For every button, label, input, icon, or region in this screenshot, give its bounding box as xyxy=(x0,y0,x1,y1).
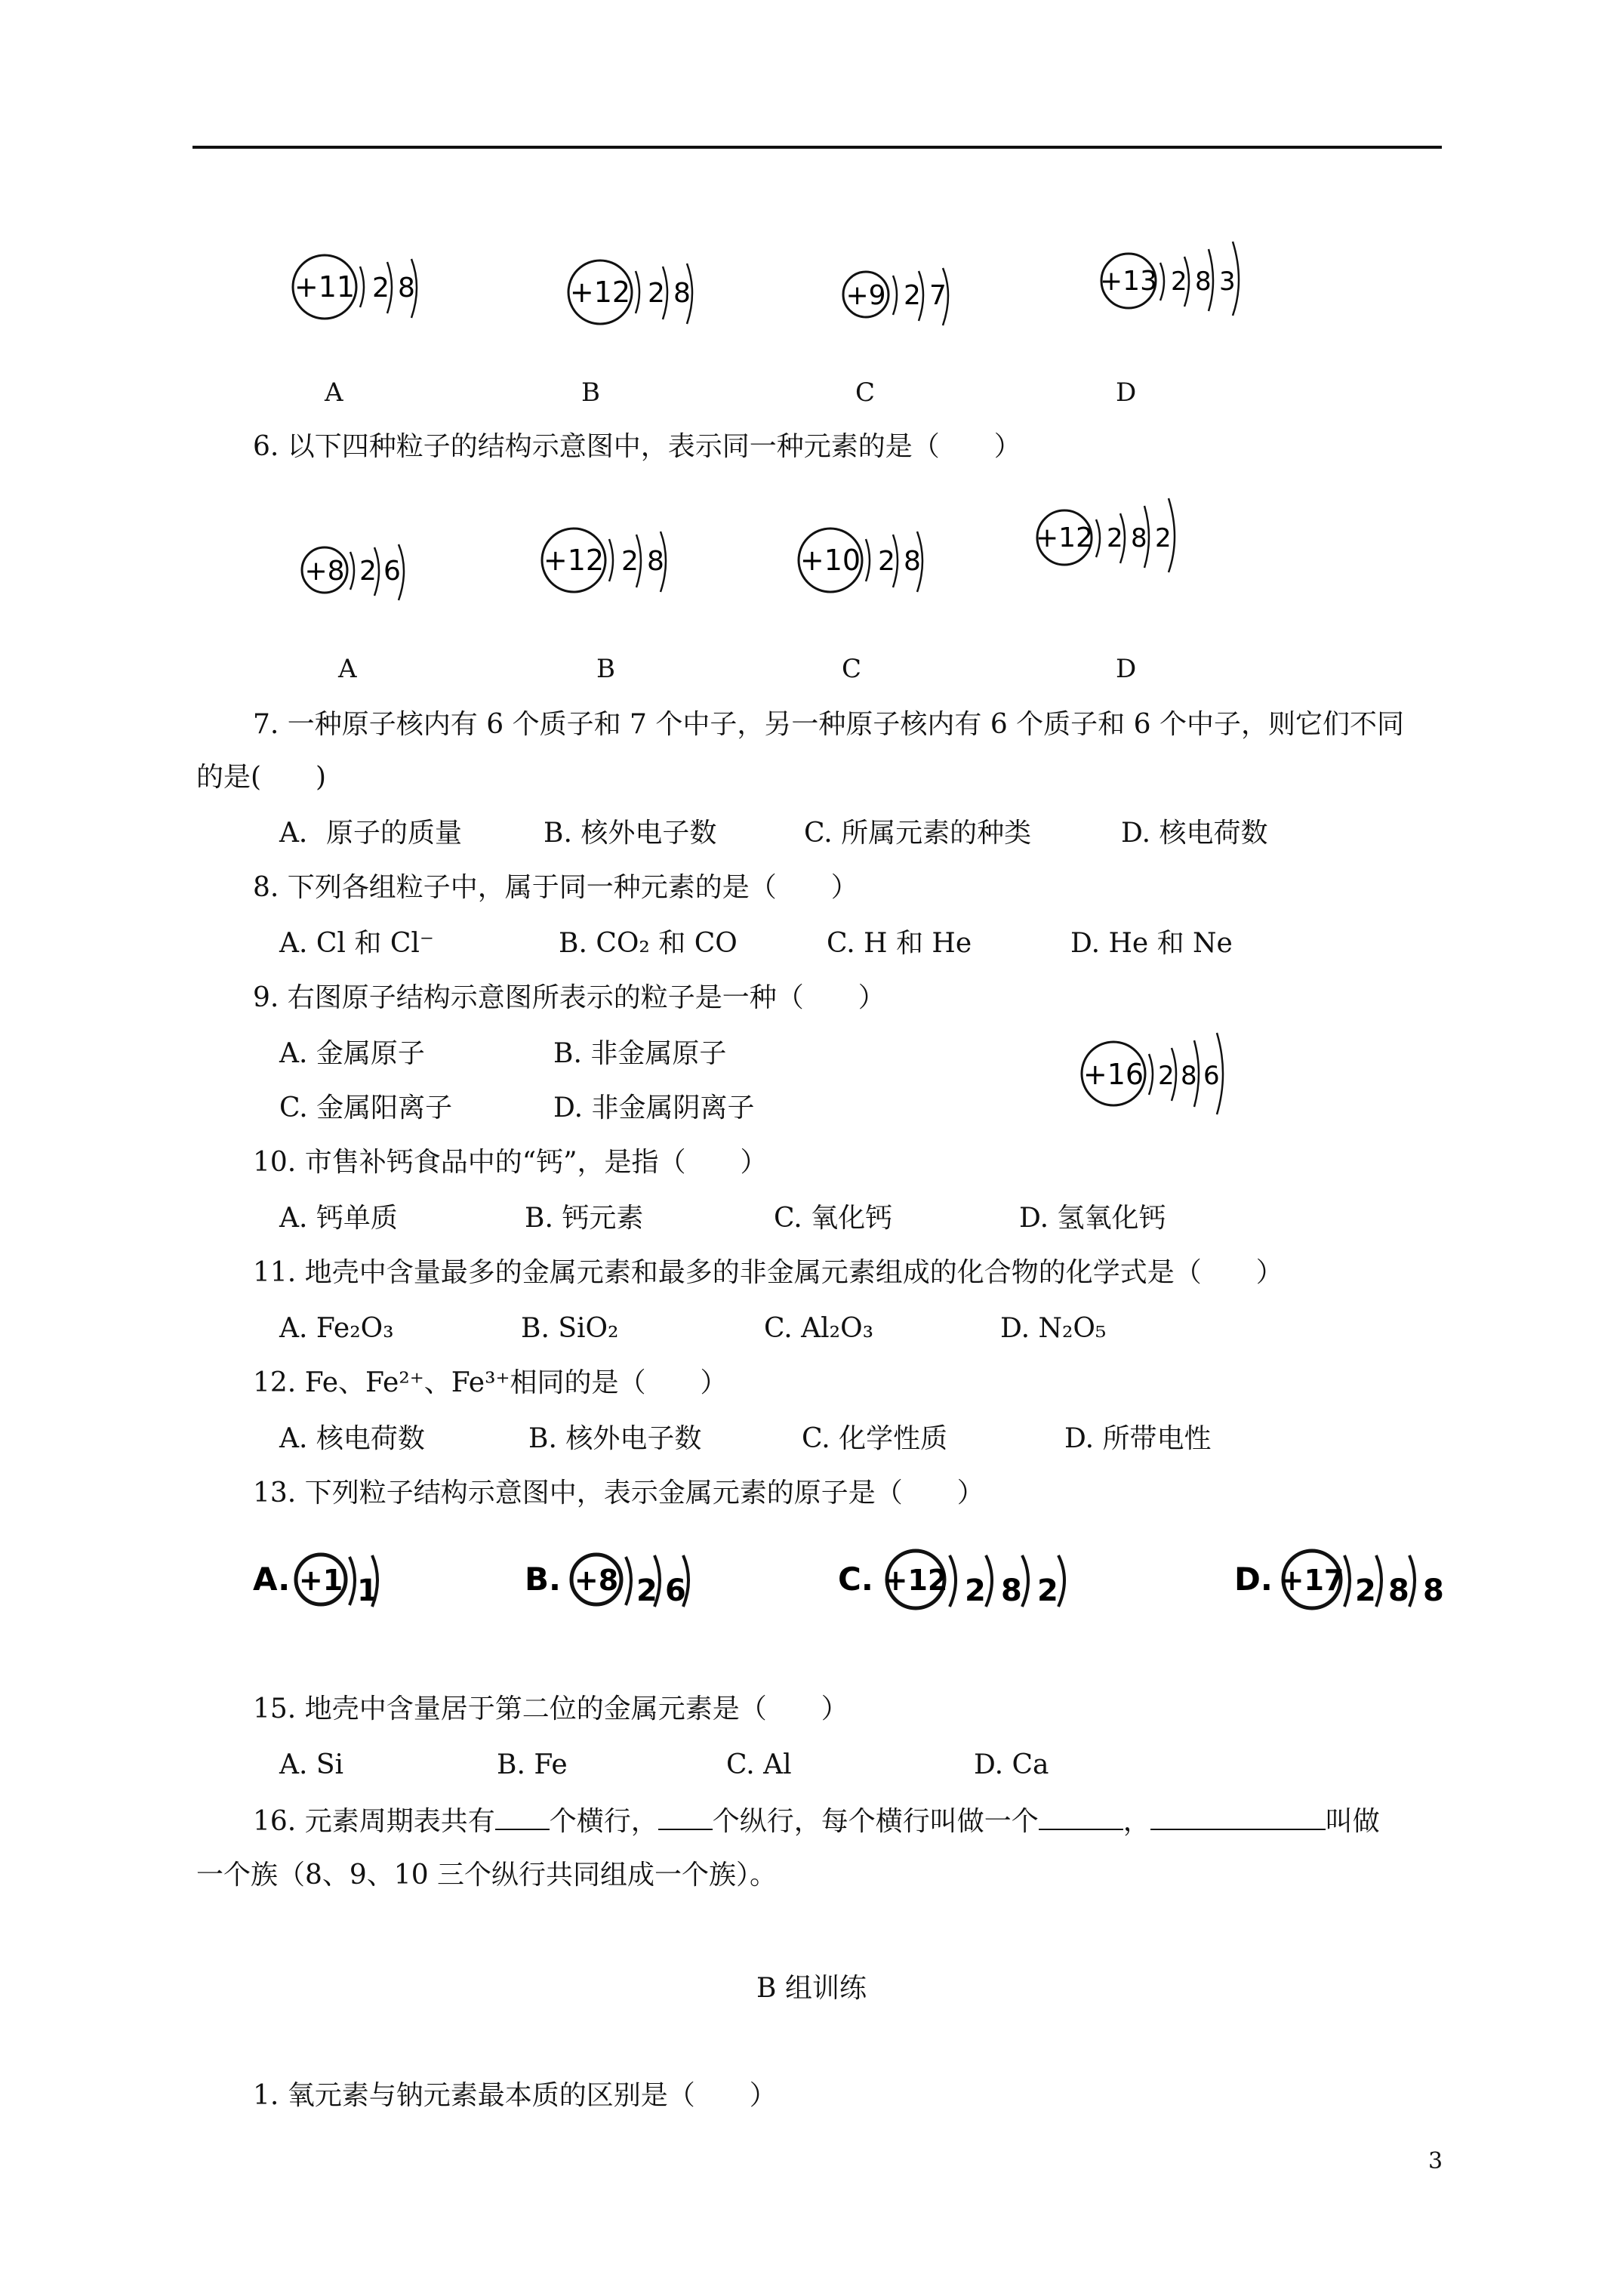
answer-blank[interactable] xyxy=(658,1803,713,1830)
section-b-question-1: 1. 氧元素与钠元素最本质的区别是（ ） xyxy=(253,2080,777,2111)
svg-text:2: 2 xyxy=(621,546,639,577)
svg-text:2: 2 xyxy=(965,1573,986,1608)
option-c: C. H 和 He xyxy=(827,928,972,959)
option-a: A. Fe₂O₃ xyxy=(279,1313,394,1344)
option-d: D. 核电荷数 xyxy=(1121,818,1268,849)
svg-text:+12: +12 xyxy=(569,276,631,309)
header-rule xyxy=(192,146,1442,149)
svg-text:+8: +8 xyxy=(304,556,345,587)
answer-blank[interactable] xyxy=(1039,1803,1123,1830)
svg-text:+17: +17 xyxy=(1280,1564,1344,1597)
svg-text:6: 6 xyxy=(1203,1061,1220,1091)
svg-text:2: 2 xyxy=(372,273,390,304)
option-c: C. Al xyxy=(726,1749,792,1780)
svg-text:D.: D. xyxy=(1234,1561,1273,1598)
svg-text:+13: +13 xyxy=(1100,266,1157,297)
question-7-line-1: 7. 一种原子核内有 6 个质子和 7 个中子，另一种原子核内有 6 个质子和 6 个中子，则它们不同 xyxy=(253,709,1404,740)
option-b: B. 核外电子数 xyxy=(528,1423,702,1454)
atom-diagram-6d xyxy=(1034,483,1185,581)
question-9: 9. 右图原子结构示意图所表示的粒子是一种（ ） xyxy=(253,982,885,1013)
diagram-label: B xyxy=(596,654,615,684)
svg-text:+10: +10 xyxy=(799,544,861,577)
atom-diagram-13a xyxy=(253,1540,404,1631)
svg-text:8: 8 xyxy=(1181,1061,1197,1091)
option-d: D. He 和 Ne xyxy=(1070,928,1233,959)
option-d: D. Ca xyxy=(974,1749,1049,1780)
atom-diagram-13c xyxy=(838,1540,1079,1631)
page-number: 3 xyxy=(1428,2148,1443,2174)
option-b: B. 钙元素 xyxy=(525,1203,644,1234)
svg-text:8: 8 xyxy=(1001,1573,1022,1608)
svg-text:+12: +12 xyxy=(543,544,605,577)
option-d: D. 所带电性 xyxy=(1064,1423,1212,1454)
q16-text: ， xyxy=(1123,1806,1150,1837)
atom-diagram-5a xyxy=(291,245,427,336)
atom-diagram-5b xyxy=(566,253,702,344)
option-b: B. CO₂ 和 CO xyxy=(559,928,738,959)
svg-text:+11: +11 xyxy=(294,270,356,304)
option-c: C. Al₂O₃ xyxy=(764,1313,874,1344)
option-a: A. 钙单质 xyxy=(279,1203,398,1234)
question-7-line-2: 的是( ) xyxy=(196,762,327,793)
svg-text:7: 7 xyxy=(929,280,947,311)
question-8: 8. 下列各组粒子中，属于同一种元素的是（ ） xyxy=(253,872,858,903)
svg-text:8: 8 xyxy=(1423,1573,1444,1608)
atom-diagram-13d xyxy=(1234,1540,1461,1631)
option-d: D. N₂O₅ xyxy=(1000,1313,1107,1344)
atom-diagram-6a xyxy=(300,532,414,615)
answer-blank[interactable] xyxy=(1150,1803,1326,1830)
option-b: B. SiO₂ xyxy=(521,1313,619,1344)
svg-text:2: 2 xyxy=(1107,523,1123,553)
svg-text:A.: A. xyxy=(253,1561,291,1598)
q16-text: 个纵行，每个横行叫做一个 xyxy=(712,1806,1039,1837)
svg-text:+1: +1 xyxy=(298,1564,343,1597)
svg-text:3: 3 xyxy=(1219,267,1236,297)
option-b: B. 核外电子数 xyxy=(544,818,717,849)
question-16-line-1 xyxy=(253,1803,1380,1840)
svg-text:6: 6 xyxy=(383,556,401,587)
option-a: A. Si xyxy=(279,1749,344,1780)
svg-text:+9: +9 xyxy=(845,280,886,311)
svg-text:2: 2 xyxy=(1171,267,1187,297)
option-a: A．原子的质量 xyxy=(279,818,462,849)
option-c: C. 金属阳离子 xyxy=(279,1093,453,1123)
svg-text:8: 8 xyxy=(398,273,415,304)
option-a: A. 核电荷数 xyxy=(279,1423,425,1454)
diagram-label: A xyxy=(338,654,357,684)
svg-text:8: 8 xyxy=(1131,523,1147,553)
option-c: C. 所属元素的种类 xyxy=(804,818,1032,849)
option-b: B. 非金属原子 xyxy=(553,1038,727,1069)
q16-text: 个横行， xyxy=(549,1806,658,1837)
diagram-label: A xyxy=(325,378,343,408)
svg-text:+16: +16 xyxy=(1083,1058,1144,1091)
option-b: B. Fe xyxy=(497,1749,568,1780)
svg-text:6: 6 xyxy=(665,1573,686,1608)
option-a: A. Cl 和 Cl⁻ xyxy=(279,928,434,959)
diagram-label: C xyxy=(842,654,862,684)
atom-diagram-6c xyxy=(796,521,932,612)
svg-text:8: 8 xyxy=(1388,1573,1409,1608)
svg-text:2: 2 xyxy=(359,556,377,587)
question-6: 6. 以下四种粒子的结构示意图中，表示同一种元素的是（ ） xyxy=(253,431,1021,462)
svg-text:C.: C. xyxy=(838,1561,873,1598)
svg-text:2: 2 xyxy=(1355,1573,1376,1608)
svg-text:8: 8 xyxy=(904,546,921,577)
atom-diagram-6b xyxy=(540,521,676,612)
question-15: 15. 地壳中含量居于第二位的金属元素是（ ） xyxy=(253,1693,848,1724)
option-c: C. 化学性质 xyxy=(802,1423,948,1454)
svg-text:8: 8 xyxy=(647,546,664,577)
svg-text:2: 2 xyxy=(1158,1061,1175,1091)
atom-diagram-5d xyxy=(1098,227,1249,325)
question-12: 12. Fe、Fe²⁺、Fe³⁺相同的是（ ） xyxy=(253,1367,728,1398)
diagram-label: D xyxy=(1116,654,1137,684)
q16-text: 叫做 xyxy=(1325,1806,1380,1837)
question-11: 11. 地壳中含量最多的金属元素和最多的非金属元素组成的化合物的化学式是（ ） xyxy=(253,1257,1283,1288)
option-a: A. 金属原子 xyxy=(279,1038,425,1069)
svg-text:2: 2 xyxy=(1037,1573,1058,1608)
atom-diagram-9 xyxy=(1079,1019,1230,1133)
svg-text:2: 2 xyxy=(904,280,921,311)
option-d: D. 氢氧化钙 xyxy=(1019,1203,1166,1234)
svg-text:+12: +12 xyxy=(883,1564,948,1597)
q16-text: 16. 元素周期表共有 xyxy=(253,1806,495,1837)
question-16-line-2: 一个族（8、9、10 三个纵行共同组成一个族）。 xyxy=(196,1860,778,1891)
svg-text:8: 8 xyxy=(1195,267,1212,297)
svg-text:1: 1 xyxy=(357,1573,378,1608)
diagram-label: C xyxy=(855,378,876,408)
diagram-label: D xyxy=(1116,378,1137,408)
section-b-title: B 组训练 xyxy=(756,1973,867,2004)
svg-text:8: 8 xyxy=(673,278,691,309)
question-13: 13. 下列粒子结构示意图中，表示金属元素的原子是（ ） xyxy=(253,1478,984,1509)
svg-text:2: 2 xyxy=(878,546,895,577)
svg-text:2: 2 xyxy=(636,1573,658,1608)
atom-diagram-13b xyxy=(525,1540,706,1631)
question-10: 10. 市售补钙食品中的“钙”，是指（ ） xyxy=(253,1147,768,1178)
option-d: D. 非金属阴离子 xyxy=(553,1093,755,1123)
svg-text:B.: B. xyxy=(525,1561,561,1598)
atom-diagram-5c xyxy=(842,260,970,344)
svg-text:2: 2 xyxy=(648,278,665,309)
svg-text:+8: +8 xyxy=(574,1564,619,1597)
diagram-label: B xyxy=(581,378,600,408)
answer-blank[interactable] xyxy=(495,1803,550,1830)
option-c: C. 氧化钙 xyxy=(774,1203,893,1234)
svg-text:2: 2 xyxy=(1155,523,1172,553)
svg-text:+12: +12 xyxy=(1036,522,1093,553)
